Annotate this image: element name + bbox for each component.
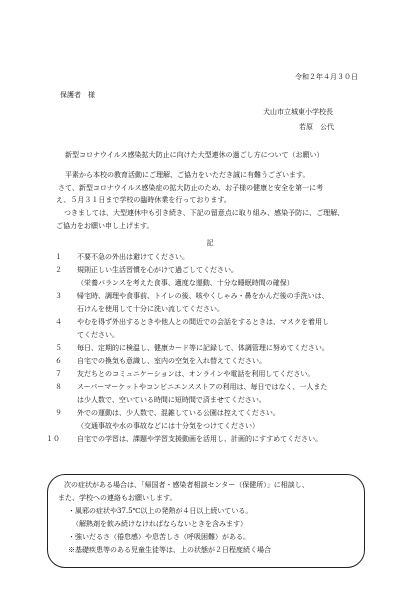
item-continuation: 石けんを使用して十分に洗い流してください。 — [77, 305, 224, 313]
list-item — [55, 357, 266, 366]
item-text: 不要不急の外出は避けてください。 — [77, 253, 189, 261]
list-item — [55, 370, 314, 379]
notice-line: ・強いだるさ（倦怠感）や息苦しさ（呼吸困難）がある。 — [68, 533, 250, 541]
memo-label: 記 — [206, 239, 214, 247]
item-text: 外での運動は、少人数で、混雑している公園は控えてください。 — [77, 409, 280, 417]
body-line: つきましては、大型連休中も引き続き、下記の留意点に取り組み、感染予防に、ご理解、 — [64, 209, 345, 217]
item-number: ４ — [55, 318, 62, 326]
body-line: さて、新型コロナウイルス感染症の拡大防止のため、お子様の健康と安全を第一に考 — [58, 184, 324, 192]
item-continuation: （栄養バランスを考えた食事、適度な運動、十分な睡眠時間の確保） — [77, 279, 294, 287]
item-text: 友だちとのコミュニケーションは、オンラインや電話を利用してください。 — [77, 370, 315, 378]
item-continuation: は少人数で、空いている時間に短時間で済ませてください。 — [77, 396, 266, 404]
document-title: 新型コロナウイルス感染拡大防止に向けた大型連休の過ごし方について（お願い） — [65, 151, 324, 159]
list-item — [55, 344, 329, 353]
item-text: 規則正しい生活習慣を心がけて過ごしてください。 — [77, 266, 238, 274]
item-continuation: （交通事故や水の事故などには十分気をつけてください） — [77, 422, 259, 430]
recipient: 保護者 様 — [60, 91, 95, 99]
list-item — [55, 266, 238, 275]
list-item — [46, 435, 322, 444]
item-number: ９ — [55, 409, 62, 417]
item-text: 自宅での換気も意識し、室内の空気を入れ替えてください。 — [77, 357, 266, 365]
item-number: １０ — [46, 435, 60, 443]
item-text: やむを得ず外出するときや他人との間近での会話をするときは、マスクを着用し — [77, 318, 329, 326]
item-text: 毎日、定期的に検温し、健康カード等に記録して、体調管理に努めてください。 — [77, 344, 329, 352]
notice-line: ※基礎疾患等のある児童生徒等は、上の状態が２日程度続く場合 — [68, 546, 271, 554]
item-number: ７ — [55, 370, 62, 378]
principal-name: 若原 公代 — [299, 123, 334, 131]
issue-date: 令和２年４月３０日 — [295, 73, 358, 81]
item-number: ２ — [55, 266, 62, 274]
item-text: 自宅での学習は、課題や学習支援動画を活用し、計画的にすすめてください。 — [77, 435, 323, 443]
list-item — [55, 383, 327, 392]
notice-line: 次の症状がある場合は、「帰国者・感染者相談センター（保健所）」に相談し、 — [64, 481, 309, 489]
list-item — [55, 253, 189, 262]
school-name: 犬山市立城東小学校長 — [263, 108, 333, 116]
item-number: ６ — [55, 357, 62, 365]
list-item — [55, 318, 329, 327]
item-text: スーパーマーケットやコンビニエンスストアの利用は、毎日ではなく、一人また — [77, 383, 328, 391]
notice-line: （解熱剤を飲み続けなければならないときを含みます） — [72, 520, 247, 528]
list-item — [55, 292, 329, 301]
item-number: ３ — [55, 292, 62, 300]
notice-line: ・風邪の症状や37.5℃以上の発熱が４日以上続いている。 — [68, 507, 253, 515]
body-line: ご協力をお願い申し上げます。 — [56, 222, 154, 230]
item-number: ５ — [55, 344, 62, 352]
notice-box — [47, 474, 365, 568]
body-line: 平素から本校の教育活動にご理解、ご協力をいただき誠に有難うございます。 — [65, 171, 310, 179]
notice-line: また、学校への連絡もお願いします。 — [58, 494, 177, 502]
item-number: ８ — [55, 383, 62, 391]
body-line: え、５月３１日まで学校の臨時休業を行っております。 — [56, 196, 231, 204]
item-text: 帰宅時、調理や食事前、トイレの後、咳やくしゃみ・鼻をかんだ後の手洗いは、 — [77, 292, 329, 300]
item-continuation: てください。 — [77, 331, 119, 339]
list-item — [55, 409, 280, 418]
item-number: １ — [55, 253, 62, 261]
